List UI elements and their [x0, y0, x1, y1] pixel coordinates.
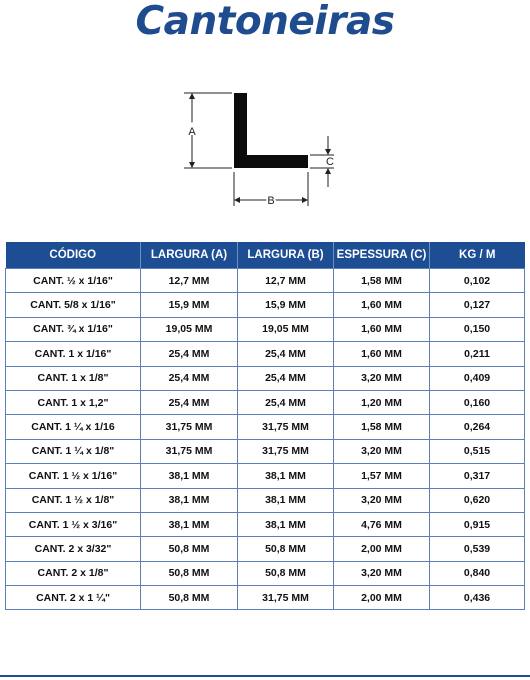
cell-largura-a: 12,7 MM — [141, 269, 238, 293]
angle-profile-diagram — [0, 0, 530, 240]
cell-largura-b: 31,75 MM — [238, 415, 334, 439]
cell-largura-a: 50,8 MM — [141, 561, 238, 585]
cell-kg-m: 0,620 — [430, 488, 525, 512]
cell-codigo: CANT. ½ x 1/16" — [6, 269, 141, 293]
angle-profile-shape — [234, 93, 308, 168]
cell-codigo: CANT. 2 x 1 ¼" — [6, 586, 141, 610]
header-largura-b: LARGURA (B) — [238, 242, 334, 269]
table-row — [6, 293, 525, 317]
cell-largura-a: 38,1 MM — [141, 512, 238, 536]
table-row — [6, 342, 525, 366]
cell-espessura-c: 2,00 MM — [334, 537, 430, 561]
cell-espessura-c: 3,20 MM — [334, 366, 430, 390]
cell-largura-b: 38,1 MM — [238, 512, 334, 536]
cell-codigo: CANT. 1 ¼ x 1/16 — [6, 415, 141, 439]
cell-largura-a: 38,1 MM — [141, 488, 238, 512]
cell-largura-a: 38,1 MM — [141, 464, 238, 488]
cell-largura-b: 25,4 MM — [238, 366, 334, 390]
cell-kg-m: 0,264 — [430, 415, 525, 439]
table-header-row — [6, 242, 525, 269]
cell-codigo: CANT. 1 ½ x 3/16" — [6, 512, 141, 536]
table-row — [6, 561, 525, 585]
cell-largura-b: 50,8 MM — [238, 561, 334, 585]
table-row — [6, 537, 525, 561]
header-codigo: CÓDIGO — [6, 242, 141, 269]
cell-largura-b: 19,05 MM — [238, 317, 334, 341]
cell-codigo: CANT. 5/8 x 1/16" — [6, 293, 141, 317]
cell-codigo: CANT. 1 x 1,2" — [6, 390, 141, 414]
table-row — [6, 488, 525, 512]
spec-table — [5, 242, 525, 610]
cell-largura-b: 38,1 MM — [238, 464, 334, 488]
cell-espessura-c: 1,20 MM — [334, 390, 430, 414]
cell-espessura-c: 3,20 MM — [334, 561, 430, 585]
cell-espessura-c: 4,76 MM — [334, 512, 430, 536]
header-largura-a: LARGURA (A) — [141, 242, 238, 269]
cell-largura-a: 15,9 MM — [141, 293, 238, 317]
header-kg-m: KG / M — [430, 242, 525, 269]
cell-largura-a: 25,4 MM — [141, 342, 238, 366]
cell-largura-b: 15,9 MM — [238, 293, 334, 317]
cell-largura-b: 31,75 MM — [238, 586, 334, 610]
cell-largura-a: 50,8 MM — [141, 537, 238, 561]
cell-kg-m: 0,409 — [430, 366, 525, 390]
cell-largura-a: 25,4 MM — [141, 366, 238, 390]
cell-largura-b: 50,8 MM — [238, 537, 334, 561]
cell-espessura-c: 2,00 MM — [334, 586, 430, 610]
cell-largura-a: 50,8 MM — [141, 586, 238, 610]
cell-espessura-c: 3,20 MM — [334, 488, 430, 512]
cell-codigo: CANT. 1 ½ x 1/8" — [6, 488, 141, 512]
cell-codigo: CANT. ¾ x 1/16" — [6, 317, 141, 341]
cell-kg-m: 0,436 — [430, 586, 525, 610]
cell-largura-b: 25,4 MM — [238, 390, 334, 414]
cell-kg-m: 0,539 — [430, 537, 525, 561]
cell-espessura-c: 1,57 MM — [334, 464, 430, 488]
cell-codigo: CANT. 2 x 1/8" — [6, 561, 141, 585]
table-row — [6, 269, 525, 293]
cell-espessura-c: 1,60 MM — [334, 342, 430, 366]
cell-largura-b: 12,7 MM — [238, 269, 334, 293]
cell-largura-b: 31,75 MM — [238, 439, 334, 463]
cell-kg-m: 0,211 — [430, 342, 525, 366]
table-row — [6, 586, 525, 610]
cell-largura-a: 31,75 MM — [141, 439, 238, 463]
cell-espessura-c: 1,58 MM — [334, 415, 430, 439]
cell-codigo: CANT. 1 ¼ x 1/8" — [6, 439, 141, 463]
dimension-a-label: A — [188, 126, 196, 138]
cell-kg-m: 0,915 — [430, 512, 525, 536]
cell-espessura-c: 1,58 MM — [334, 269, 430, 293]
table-row — [6, 366, 525, 390]
table-body — [6, 269, 525, 610]
cell-espessura-c: 1,60 MM — [334, 317, 430, 341]
dimension-b-label: B — [267, 195, 275, 207]
cell-largura-a: 31,75 MM — [141, 415, 238, 439]
table-row — [6, 512, 525, 536]
table-row — [6, 439, 525, 463]
cell-kg-m: 0,317 — [430, 464, 525, 488]
cell-codigo: CANT. 1 x 1/16" — [6, 342, 141, 366]
table-row — [6, 390, 525, 414]
table-row — [6, 464, 525, 488]
dimension-c-label: C — [326, 156, 334, 168]
cell-largura-b: 38,1 MM — [238, 488, 334, 512]
cell-kg-m: 0,150 — [430, 317, 525, 341]
cell-kg-m: 0,127 — [430, 293, 525, 317]
cell-kg-m: 0,515 — [430, 439, 525, 463]
page-title: Cantoneiras — [135, 0, 395, 44]
cell-codigo: CANT. 1 ½ x 1/16" — [6, 464, 141, 488]
cell-codigo: CANT. 1 x 1/8" — [6, 366, 141, 390]
cell-espessura-c: 3,20 MM — [334, 439, 430, 463]
cell-kg-m: 0,160 — [430, 390, 525, 414]
cell-codigo: CANT. 2 x 3/32" — [6, 537, 141, 561]
cell-kg-m: 0,840 — [430, 561, 525, 585]
cell-largura-a: 25,4 MM — [141, 390, 238, 414]
table-row — [6, 317, 525, 341]
bottom-divider — [0, 675, 530, 677]
cell-largura-a: 19,05 MM — [141, 317, 238, 341]
cell-kg-m: 0,102 — [430, 269, 525, 293]
table-row — [6, 415, 525, 439]
header-espessura-c: ESPESSURA (C) — [334, 242, 430, 269]
cell-largura-b: 25,4 MM — [238, 342, 334, 366]
cell-espessura-c: 1,60 MM — [334, 293, 430, 317]
